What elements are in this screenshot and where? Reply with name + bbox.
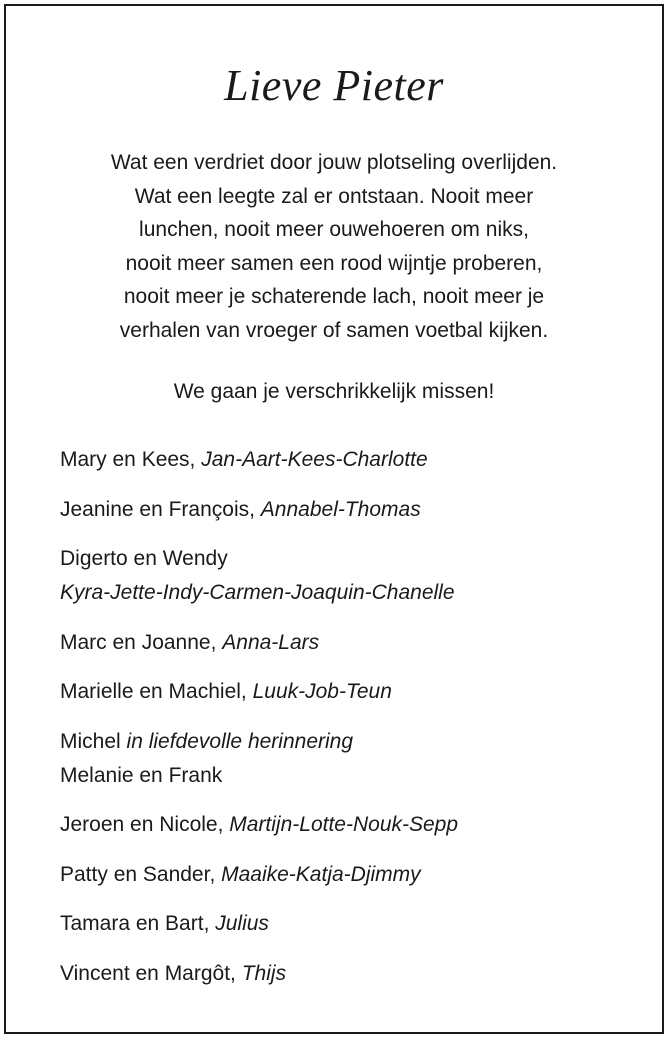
- signatory-names-second: Melanie en Frank: [60, 763, 223, 787]
- signatory-row: [60, 907, 650, 941]
- signatory-children: Jan-Aart-Kees-Charlotte: [201, 448, 428, 471]
- signatory-names: Marielle en Machiel,: [60, 680, 253, 703]
- signatory-group: [60, 443, 650, 477]
- signatory-row: [60, 626, 650, 660]
- signatory-row: [60, 443, 650, 477]
- signatory-children: Julius: [215, 912, 269, 935]
- signatory-row: [60, 675, 650, 709]
- signatory-group: [60, 858, 650, 892]
- condolence-card: [4, 4, 664, 1034]
- closing-line: We gaan je verschrikkelijk missen!: [173, 380, 495, 403]
- signatory-names: Michel: [60, 729, 127, 753]
- signatory-list: [60, 443, 650, 1006]
- signatory-group: [60, 626, 650, 660]
- signatory-children: Maaike-Katja-Djimmy: [221, 862, 421, 886]
- signatory-row: [60, 957, 650, 991]
- condolence-message: [6, 146, 662, 348]
- signatory-group: [60, 808, 650, 842]
- signatory-group: [60, 907, 650, 941]
- signatory-names: Marc en Joanne,: [60, 630, 223, 654]
- signatory-children: Luuk-Job-Teun: [252, 680, 392, 703]
- message-line: Wat een verdriet door jouw plotseling overlijden.: [110, 151, 558, 174]
- message-line: verhalen van vroeger of samen voetbal kijken.: [119, 318, 549, 342]
- signatory-row: [60, 493, 650, 527]
- card-title: Lieve Pieter: [224, 61, 444, 110]
- signatory-names: Jeroen en Nicole,: [60, 813, 230, 836]
- signatory-names: Vincent en Margôt,: [60, 961, 242, 985]
- signatory-row: [60, 858, 650, 892]
- signatory-remembrance: in liefdevolle herinnering: [126, 729, 354, 753]
- signatory-names: Patty en Sander,: [60, 862, 222, 886]
- signatory-group: [60, 493, 650, 527]
- signatory-children: Kyra-Jette-Indy-Carmen-Joaquin-Chanelle: [60, 581, 455, 604]
- signatory-children: Martijn-Lotte-Nouk-Sepp: [229, 813, 459, 836]
- message-line: Wat een leegte zal er ontstaan. Nooit meer: [134, 184, 534, 208]
- signatory-row: [60, 725, 650, 759]
- signatory-children: Annabel-Thomas: [260, 497, 421, 521]
- signatory-group: [60, 542, 650, 610]
- signatory-names: Tamara en Bart,: [60, 912, 216, 935]
- message-line: nooit meer samen een rood wijntje proberen,: [125, 251, 543, 275]
- signatory-names: Digerto en Wendy: [60, 547, 228, 570]
- signatory-row: [60, 808, 650, 842]
- signatory-group: [60, 957, 650, 991]
- signatory-children: Thijs: [241, 961, 287, 985]
- message-line: nooit meer je schaterende lach, nooit meer je: [123, 285, 545, 309]
- signatory-names: Mary en Kees,: [60, 448, 202, 471]
- signatory-children: Anna-Lars: [222, 630, 320, 654]
- message-line: lunchen, nooit meer ouwehoeren om niks,: [139, 218, 529, 242]
- signatory-group: [60, 725, 650, 793]
- signatory-group: [60, 675, 650, 709]
- signatory-names: Jeanine en François,: [60, 497, 261, 521]
